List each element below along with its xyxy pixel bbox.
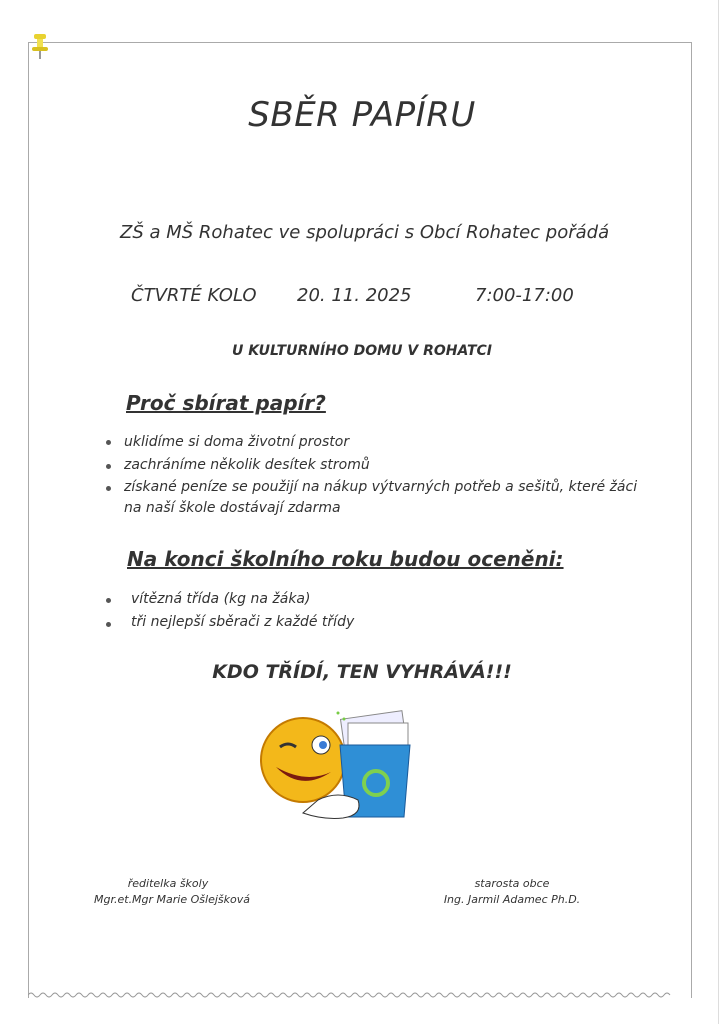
page-title: SBĚR PAPÍRU [248, 95, 476, 135]
event-time: 7:00-17:00 [475, 285, 574, 306]
signature-role-mayor: starosta obce [474, 877, 550, 890]
event-date: 20. 11. 2025 [297, 285, 412, 306]
list-item-continuation: na naší škole dostávají zdarma [124, 500, 341, 516]
page-border [28, 42, 692, 998]
pushpin-icon [30, 32, 50, 60]
signature-name-principal: Mgr.et.Mgr Marie Ošlejšková [94, 893, 250, 906]
event-location: U KULTURNÍHO DOMU V ROHATCI [231, 343, 492, 359]
bullet [106, 598, 111, 603]
bullet [106, 464, 111, 469]
bullet [106, 622, 111, 627]
list-item: vítězná třída (kg na žáka) [131, 591, 311, 607]
list-item: uklidíme si doma životní prostor [124, 434, 350, 450]
list-item: tři nejlepší sběrači z každé třídy [131, 614, 355, 630]
signature-name-mayor: Ing. Jarmil Adamec Ph.D. [443, 893, 581, 906]
recycling-smiley-illustration [258, 705, 418, 830]
signature-role-principal: ředitelka školy [127, 877, 209, 890]
organizer-line: ZŠ a MŠ Rohatec ve spolupráci s Obcí Rohatec pořádá [120, 222, 610, 243]
list-item: získané peníze se použijí na nákup výtvarných potřeb a sešitů, které žáci [124, 479, 638, 495]
bullet [106, 440, 111, 445]
page-bottom-wave [28, 990, 690, 1000]
slogan: KDO TŘÍDÍ, TEN VYHRÁVÁ!!! [212, 661, 512, 683]
bullet [106, 486, 111, 491]
round-label: ČTVRTÉ KOLO [131, 285, 257, 306]
scan-edge [718, 0, 719, 1024]
list-item: zachráníme několik desítek stromů [124, 457, 370, 473]
why-heading: Proč sbírat papír? [126, 391, 326, 415]
awards-heading: Na konci školního roku budou oceněni: [127, 547, 564, 571]
